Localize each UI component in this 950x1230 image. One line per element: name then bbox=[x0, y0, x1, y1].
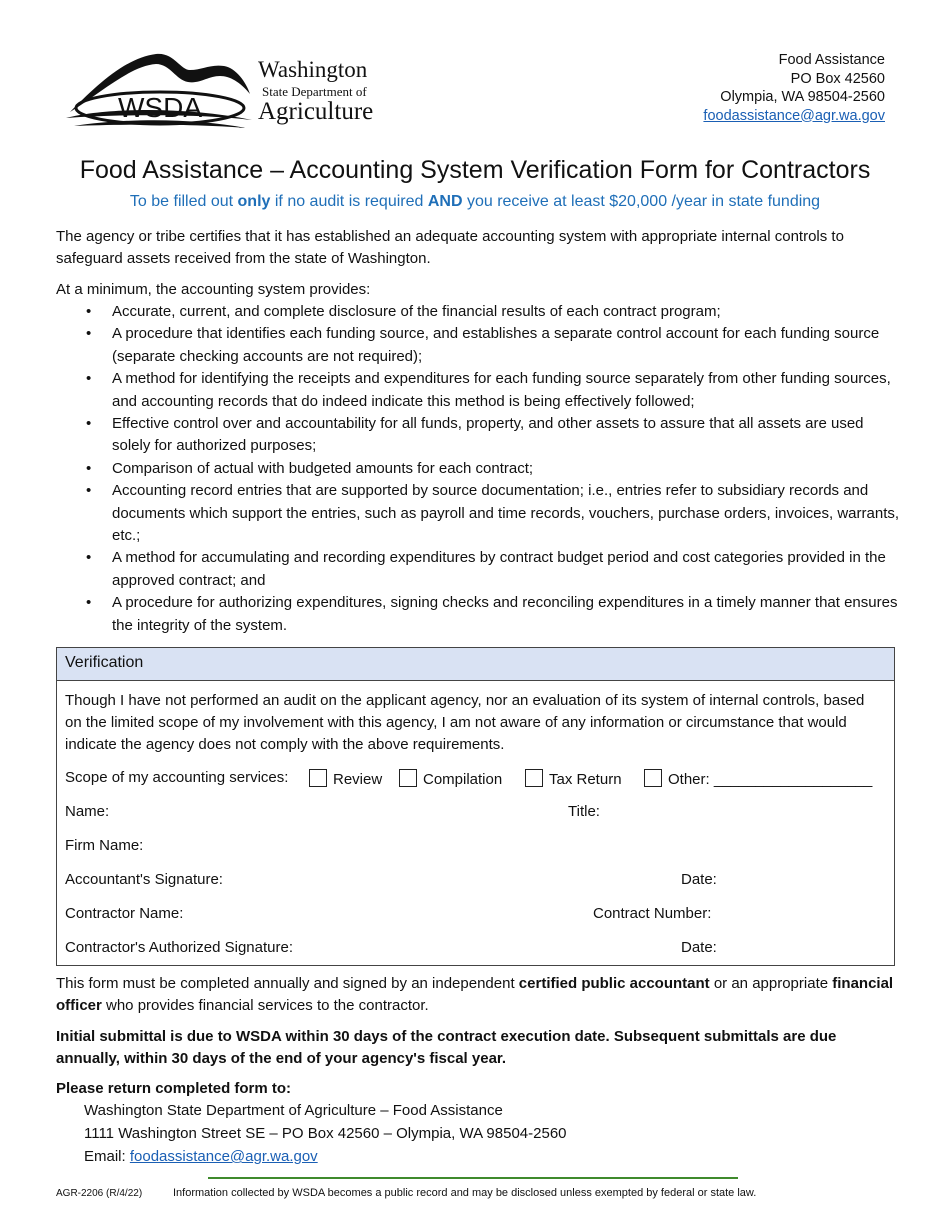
list-item bbox=[56, 480, 901, 547]
note-financial-officer: financial officer bbox=[56, 975, 894, 1014]
list-item-text: A procedure that identifies each funding source, and establishes a separate control account for each funding source (separate checking accounts are not required); bbox=[112, 325, 880, 365]
list-item bbox=[56, 368, 901, 413]
list-item-text: Effective control over and accountability for all funds, property, and other assets to assure that all assets are used solely for authorized purposes; bbox=[112, 415, 864, 455]
subtitle-and: AND bbox=[427, 193, 463, 210]
subtitle-text: if no audit is required bbox=[270, 193, 428, 210]
list-item bbox=[56, 547, 901, 592]
contact-address bbox=[703, 51, 885, 125]
subtitle-text: To be filled out bbox=[129, 193, 238, 210]
logo-line-washington: Washington bbox=[258, 57, 368, 82]
address-line: Food Assistance bbox=[778, 52, 885, 68]
name-field-label[interactable]: Name: bbox=[65, 803, 110, 820]
logo-abbrev: WSDA bbox=[118, 92, 202, 123]
checkbox-review[interactable] bbox=[309, 769, 327, 787]
return-heading: Please return completed form to: bbox=[56, 1080, 292, 1097]
date-field-label[interactable]: Date: bbox=[681, 939, 717, 956]
bullet-icon: • bbox=[86, 370, 92, 388]
subtitle-text: you receive at least $20,000 /year in state funding bbox=[462, 193, 821, 210]
minimum-label: At a minimum, the accounting system provides: bbox=[56, 281, 371, 298]
bullet-icon: • bbox=[86, 303, 92, 320]
subtitle-only: only bbox=[237, 193, 271, 210]
bullet-icon: • bbox=[86, 325, 92, 343]
list-item bbox=[56, 458, 901, 480]
verification-header bbox=[57, 648, 894, 681]
scope-row bbox=[65, 769, 885, 791]
form-subtitle bbox=[0, 193, 950, 211]
return-email bbox=[84, 1148, 318, 1165]
logo-line-agriculture: Agriculture bbox=[258, 98, 374, 125]
bullet-icon: • bbox=[86, 415, 92, 433]
scope-option-other[interactable] bbox=[644, 769, 872, 788]
scope-label: Scope of my accounting services: bbox=[65, 769, 289, 786]
verification-heading: Verification bbox=[65, 654, 144, 671]
checkbox-other[interactable] bbox=[644, 769, 662, 787]
scope-option-review[interactable] bbox=[309, 769, 382, 788]
footer-divider bbox=[208, 1177, 738, 1179]
logo-wordmark bbox=[258, 58, 373, 124]
scope-option-label: Other: ___________________ bbox=[668, 771, 873, 788]
accountant-signature-label[interactable]: Accountant's Signature: bbox=[65, 871, 223, 888]
mountain-logo-icon bbox=[64, 48, 254, 132]
public-record-disclaimer: Information collected by WSDA becomes a public record and may be disclosed unless exempted by federal or state law. bbox=[173, 1187, 757, 1199]
address-line: PO Box 42560 bbox=[790, 70, 885, 87]
contract-number-label[interactable]: Contract Number: bbox=[593, 905, 712, 922]
list-item bbox=[56, 592, 901, 637]
header-email-link[interactable]: foodassistance@agr.wa.gov bbox=[703, 107, 885, 124]
email-label: Email: bbox=[84, 1148, 130, 1165]
list-item bbox=[56, 413, 901, 458]
scope-option-compilation[interactable] bbox=[399, 769, 502, 788]
intro-paragraph: The agency or tribe certifies that it has established an adequate accounting system with appropriate internal controls to safeguard assets received from the state of Washington. bbox=[56, 228, 844, 267]
requirements-list bbox=[56, 301, 901, 637]
note-cpa: certified public accountant bbox=[518, 975, 710, 992]
form-number: AGR-2206 (R/4/22) bbox=[56, 1188, 143, 1199]
list-item-text: A procedure for authorizing expenditures, signing checks and reconciling expenditures in a timely manner that ensures the integrity of the system. bbox=[112, 594, 898, 634]
scope-option-label: Compilation bbox=[423, 771, 503, 788]
bullet-icon: • bbox=[86, 459, 92, 477]
note-text: This form must be completed annually and signed by an independent bbox=[56, 975, 519, 992]
bullet-icon: • bbox=[86, 594, 92, 612]
list-item-text: Accounting record entries that are supported by source documentation; i.e., entries refer to subsidiary records and documents which support the entries, such as payroll and time records, vouchers, purchase orders, invoices, warrants, etc.; bbox=[112, 482, 900, 545]
return-email-link[interactable]: foodassistance@agr.wa.gov bbox=[129, 1148, 318, 1165]
logo-line-state-department: State Department of bbox=[262, 84, 367, 99]
scope-option-label: Tax Return bbox=[549, 771, 622, 788]
list-item-text: A method for identifying the receipts and expenditures for each funding source separately from other funding sources, and accounting records that do indeed indicate this method is being effectively followed; bbox=[112, 370, 891, 410]
scope-option-tax-return[interactable] bbox=[525, 769, 622, 788]
form-title: Food Assistance – Accounting System Verification Form for Contractors bbox=[79, 156, 871, 184]
list-item-text: A method for accumulating and recording expenditures by contract budget period and cost categories provided in the approved contract; and bbox=[112, 549, 886, 589]
scope-option-label: Review bbox=[333, 771, 383, 788]
list-item bbox=[56, 301, 901, 323]
address-line: Olympia, WA 98504-2560 bbox=[720, 89, 885, 105]
list-item-text: Comparison of actual with budgeted amounts for each contract; bbox=[112, 459, 534, 477]
verification-section bbox=[56, 647, 895, 966]
wsda-logo bbox=[64, 48, 384, 132]
contractor-name-label[interactable]: Contractor Name: bbox=[65, 905, 184, 922]
bullet-icon: • bbox=[86, 482, 92, 500]
verification-statement: Though I have not performed an audit on the applicant agency, nor an evaluation of its system of internal controls, based on the limited scope of my involvement with this agency, I am not aware of any information or circumstance that would indicate the agency does not comply with the above requirements. bbox=[65, 692, 865, 753]
contractor-signature-label[interactable]: Contractor's Authorized Signature: bbox=[65, 939, 293, 956]
date-field-label[interactable]: Date: bbox=[681, 871, 717, 888]
checkbox-tax-return[interactable] bbox=[525, 769, 543, 787]
list-item bbox=[56, 323, 901, 368]
bullet-icon: • bbox=[86, 549, 92, 567]
firm-name-field-label[interactable]: Firm Name: bbox=[65, 837, 144, 854]
note-text: who provides financial services to the contractor. bbox=[101, 997, 429, 1014]
note-text: or an appropriate bbox=[709, 975, 833, 992]
signing-requirement-note bbox=[56, 973, 901, 1017]
title-field-label[interactable]: Title: bbox=[568, 803, 600, 820]
return-address-line: 1111 Washington Street SE – PO Box 42560 – Olympia, WA 98504-2560 bbox=[84, 1125, 567, 1142]
list-item-text: Accurate, current, and complete disclosure of the financial results of each contract program; bbox=[112, 303, 721, 320]
return-address-line: Washington State Department of Agriculture – Food Assistance bbox=[84, 1102, 503, 1119]
checkbox-compilation[interactable] bbox=[399, 769, 417, 787]
submittal-due-note: Initial submittal is due to WSDA within 30 days of the contract execution date. Subsequent submittals are due annually, within 30 days of the end of your agency's fiscal year. bbox=[56, 1028, 837, 1067]
